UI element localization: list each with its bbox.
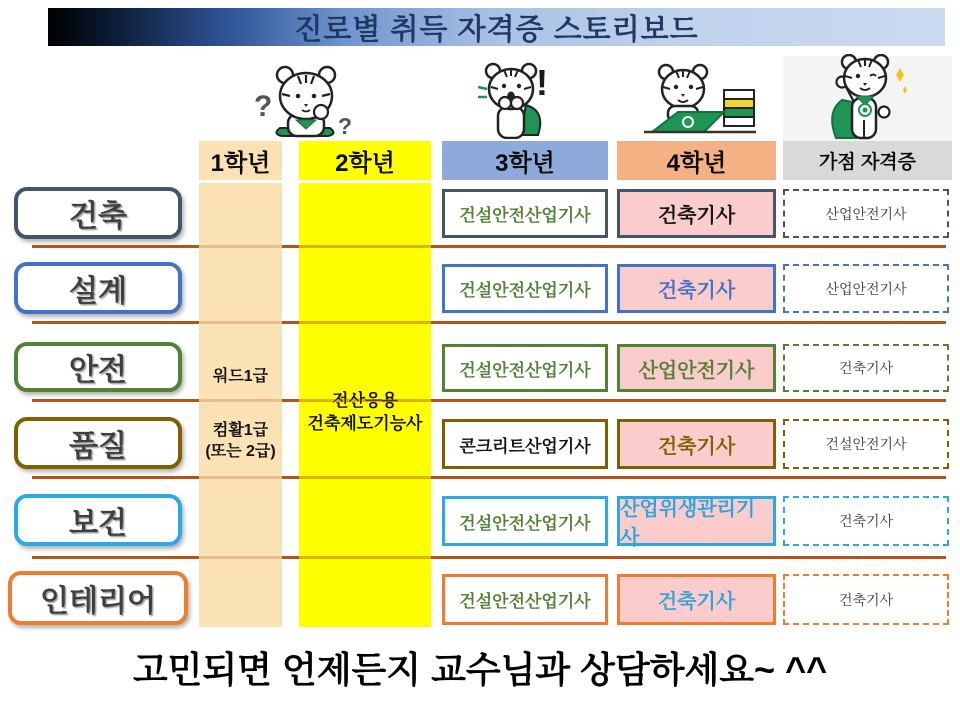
footer-message: 고민되면 언제든지 교수님과 상담하세요~ ^^ — [132, 649, 828, 690]
tiger-surprised-icon — [468, 57, 556, 139]
column-header-bonus: 가점 자격증 — [783, 141, 952, 180]
page-title: 진로별 취득 자격증 스토리보드 — [294, 13, 699, 46]
grade2-cert-line2: 건축제도기능사 — [307, 414, 423, 433]
cell-safety-grade4: 산업안전기사 — [617, 344, 776, 392]
cell-safety-bonus: 건축기사 — [783, 344, 949, 392]
grade1-cert-bottom-line1: 컴활1급 — [212, 422, 269, 439]
tiger-thumbs-up-icon — [812, 54, 912, 142]
cell-design-grade3: 건설안전산업기사 — [442, 264, 608, 313]
svg-text:!: ! — [536, 62, 548, 103]
grade1-cert-bottom — [193, 420, 288, 462]
column-header-grade3: 3학년 — [442, 141, 608, 180]
column-header-grade4: 4학년 — [617, 141, 776, 180]
track-label-safety: 안전 — [14, 342, 182, 392]
cell-architecture-grade3: 건설안전산업기사 — [442, 189, 608, 238]
column-header-grade2: 2학년 — [299, 141, 431, 180]
tiger-studying-icon — [638, 62, 760, 140]
cell-interior-grade4: 건축기사 — [617, 574, 776, 625]
cell-safety-grade3: 건설안전산업기사 — [442, 344, 608, 392]
grade2-cert — [292, 389, 438, 435]
cell-design-bonus: 산업안전기사 — [783, 264, 949, 313]
cell-health-grade3: 건설안전산업기사 — [442, 496, 608, 546]
track-label-architecture: 건축 — [14, 187, 182, 239]
column-header-grade1: 1학년 — [199, 141, 282, 180]
cell-interior-grade3: 건설안전산업기사 — [442, 574, 608, 625]
track-label-quality: 품질 — [14, 417, 182, 469]
cell-design-grade4: 건축기사 — [617, 264, 776, 313]
cell-health-bonus: 건축기사 — [783, 496, 949, 546]
cell-quality-grade3: 콘크리트산업기사 — [442, 419, 608, 469]
cell-interior-bonus: 건축기사 — [783, 574, 949, 625]
cell-quality-grade4: 건축기사 — [617, 419, 776, 469]
svg-text:?: ? — [254, 90, 273, 123]
cell-architecture-grade4: 건축기사 — [617, 189, 776, 238]
cell-quality-bonus: 건설안전기사 — [783, 419, 949, 469]
tiger-thinking-icon — [252, 58, 356, 138]
cell-architecture-bonus: 산업안전기사 — [783, 189, 949, 238]
grade1-cert-top: 워드1급 — [212, 368, 269, 385]
grade1-cert-bottom-line2: (또는 2급) — [205, 443, 276, 460]
grade2-cert-line1: 전산응용 — [332, 391, 398, 410]
track-label-interior: 인테리어 — [8, 571, 188, 625]
track-label-design: 설계 — [14, 262, 182, 314]
svg-text:?: ? — [338, 113, 353, 138]
title-bar — [48, 8, 945, 46]
track-label-health: 보건 — [14, 494, 182, 546]
grade1-band — [199, 183, 282, 627]
cell-health-grade4: 산업위생관리기사 — [617, 496, 776, 546]
